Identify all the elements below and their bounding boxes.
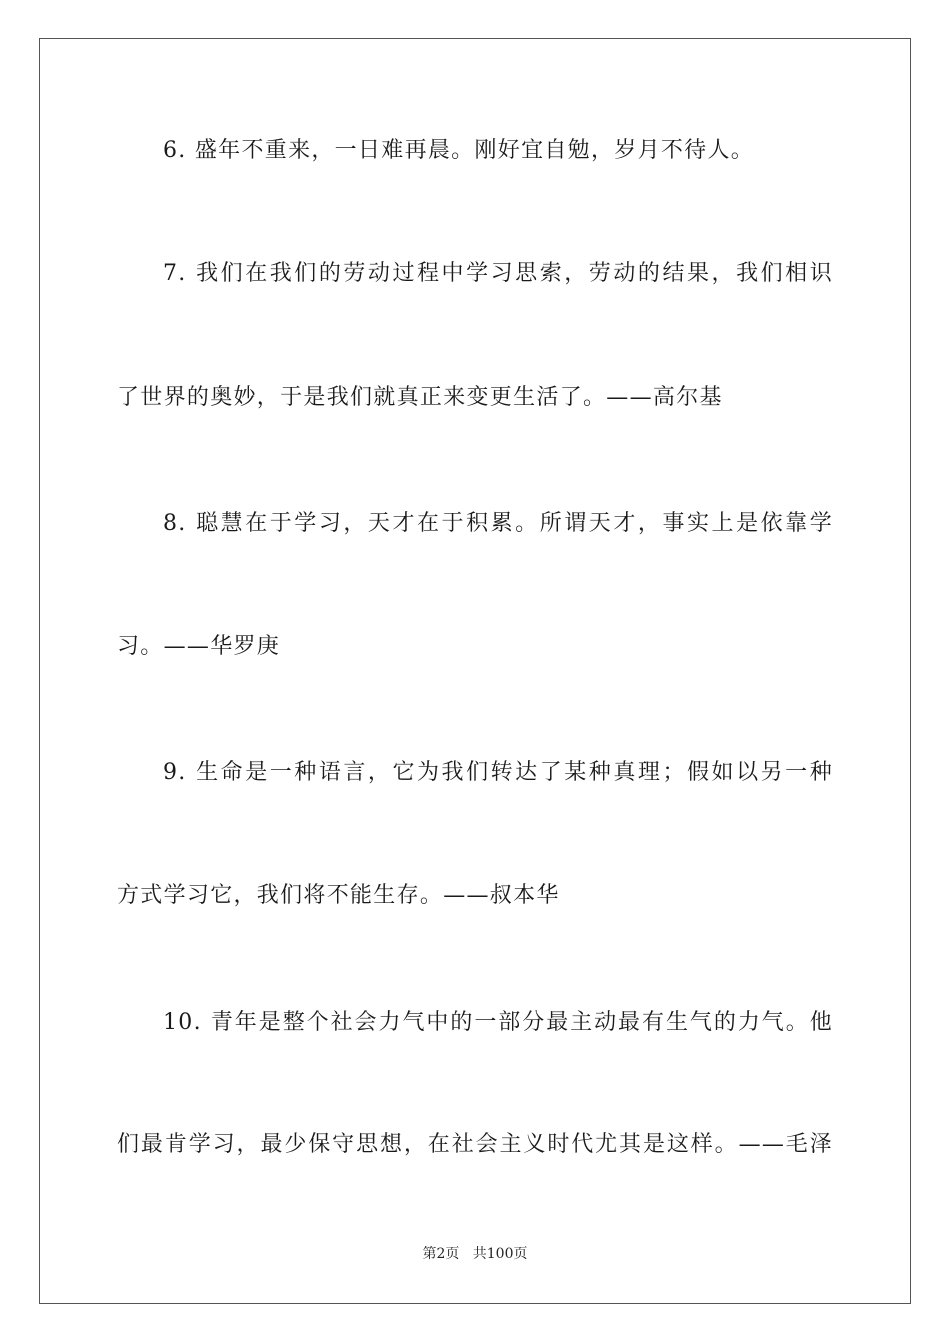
text-line-quote-10-end: 们最肯学习，最少保守思想，在社会主义时代尤其是这样。——毛泽 [117, 1132, 833, 1157]
text-line-quote-8-start: 8. 聪慧在于学习，天才在于积累。所谓天才，事实上是依靠学 [163, 511, 833, 536]
page-total: 共100页 [472, 1246, 528, 1262]
text-line-quote-9-start: 9. 生命是一种语言，它为我们转达了某种真理；假如以另一种 [163, 760, 833, 785]
text-line-quote-7-end: 了世界的奥妙，于是我们就真正来变更生活了。——高尔基 [117, 385, 723, 410]
page-number: 第2页 [422, 1246, 460, 1262]
text-line-quote-7-start: 7. 我们在我们的劳动过程中学习思索，劳动的结果，我们相识 [163, 261, 833, 286]
text-line-quote-10-start: 10. 青年是整个社会力气中的一部分最主动最有生气的力气。他 [163, 1010, 833, 1035]
text-line-quote-8-end: 习。——华罗庚 [117, 634, 281, 659]
text-line-quote-9-end: 方式学习它，我们将不能生存。——叔本华 [117, 883, 560, 908]
page-frame [39, 38, 911, 1304]
text-line-quote-6: 6. 盛年不重来，一日难再晨。刚好宜自勉，岁月不待人。 [163, 138, 755, 163]
page-footer [0, 1244, 950, 1264]
